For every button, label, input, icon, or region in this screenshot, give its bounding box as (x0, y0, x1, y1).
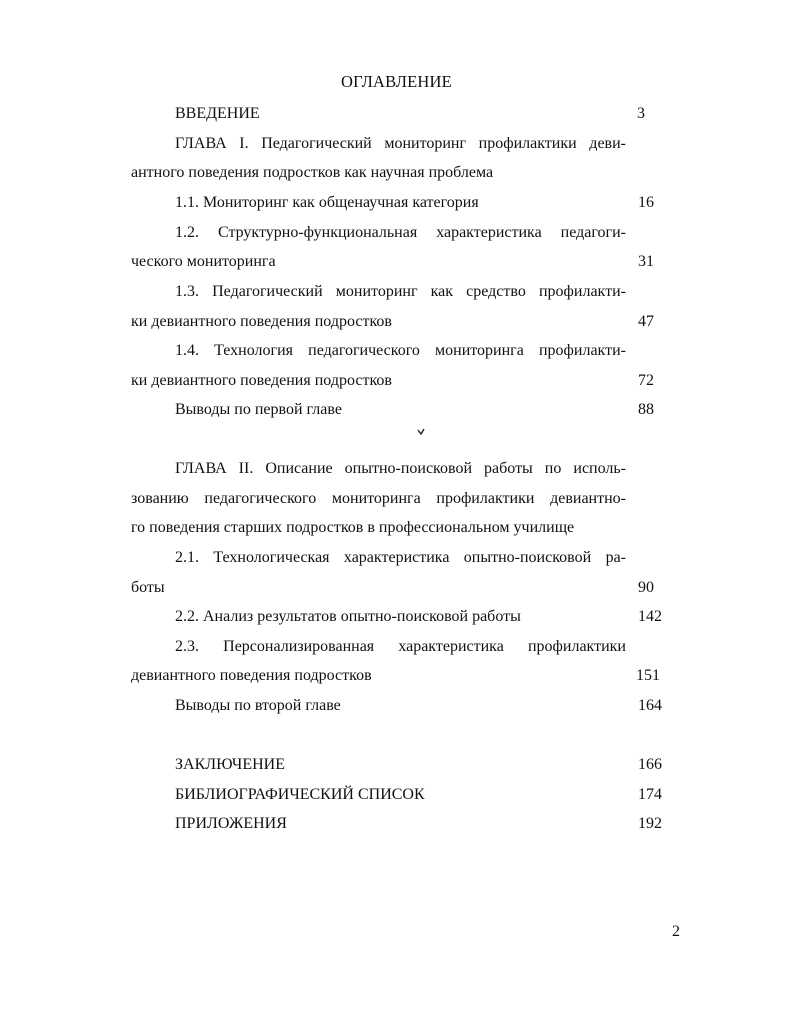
toc-page-conclusion: 166 (638, 756, 662, 773)
toc-entry-1-2-line1: 1.2. Структурно-функциональная характеристика педагоги- (175, 224, 626, 241)
scan-speck-icon (417, 428, 425, 436)
toc-entry-1-4-line2: ки девиантного поведения подростков (131, 372, 392, 389)
toc-page-chapter2-conclusion: 164 (638, 697, 662, 714)
toc-entry-2-3-line2: девиантного поведения подростков (131, 667, 372, 684)
toc-page-1-2: 31 (638, 253, 654, 270)
toc-page-2-2: 142 (638, 608, 662, 625)
toc-page-intro: 3 (637, 105, 645, 122)
toc-entry-2-1-line1: 2.1. Технологическая характеристика опытно-поисковой ра- (175, 549, 626, 566)
toc-entry-1-2-line2: ческого мониторинга (131, 253, 276, 270)
chapter2-heading-line1: ГЛАВА II. Описание опытно-поисковой работы по исполь- (175, 460, 626, 477)
page-number: 2 (672, 923, 680, 940)
chapter1-heading-line2: антного поведения подростков как научная проблема (131, 164, 494, 181)
toc-entry-1-3-line2: ки девиантного поведения подростков (131, 313, 392, 330)
toc-entry-intro: ВВЕДЕНИЕ (175, 105, 260, 122)
toc-page-2-1: 90 (638, 579, 654, 596)
toc-entry-2-2: 2.2. Анализ результатов опытно-поисковой работы (175, 608, 521, 625)
chapter2-heading-line3: го поведения старших подростков в профессиональном училище (131, 519, 575, 536)
toc-title: ОГЛАВЛЕНИЕ (341, 72, 452, 91)
toc-entry-2-1-line2: боты (131, 579, 165, 596)
toc-entry-conclusion: ЗАКЛЮЧЕНИЕ (175, 756, 285, 773)
chapter2-heading-line2: зованию педагогического мониторинга профилактики девиантно- (131, 490, 626, 507)
toc-entry-chapter2-conclusion: Выводы по второй главе (175, 697, 341, 714)
toc-page-1-3: 47 (638, 313, 654, 330)
toc-entry-chapter1-conclusion: Выводы по первой главе (175, 401, 342, 418)
toc-entry-1-4-line1: 1.4. Технология педагогического мониторинга профилакти- (175, 342, 626, 359)
toc-page-1-1: 16 (638, 194, 654, 211)
toc-entry-appendices: ПРИЛОЖЕНИЯ (175, 815, 287, 832)
chapter1-heading-line1: ГЛАВА I. Педагогический мониторинг профилактики деви- (175, 135, 626, 152)
toc-entry-1-3-line1: 1.3. Педагогический мониторинг как средство профилакти- (175, 283, 626, 300)
toc-page-bibliography: 174 (638, 786, 662, 803)
toc-page-chapter1-conclusion: 88 (638, 401, 654, 418)
toc-entry-2-3-line1: 2.3. Персонализированная характеристика профилактики (175, 638, 626, 655)
toc-page-2-3: 151 (636, 667, 660, 684)
toc-entry-1-1: 1.1. Мониторинг как общенаучная категория (175, 194, 479, 211)
toc-page-appendices: 192 (638, 815, 662, 832)
toc-page-1-4: 72 (638, 372, 654, 389)
toc-entry-bibliography: БИБЛИОГРАФИЧЕСКИЙ СПИСОК (175, 786, 425, 803)
